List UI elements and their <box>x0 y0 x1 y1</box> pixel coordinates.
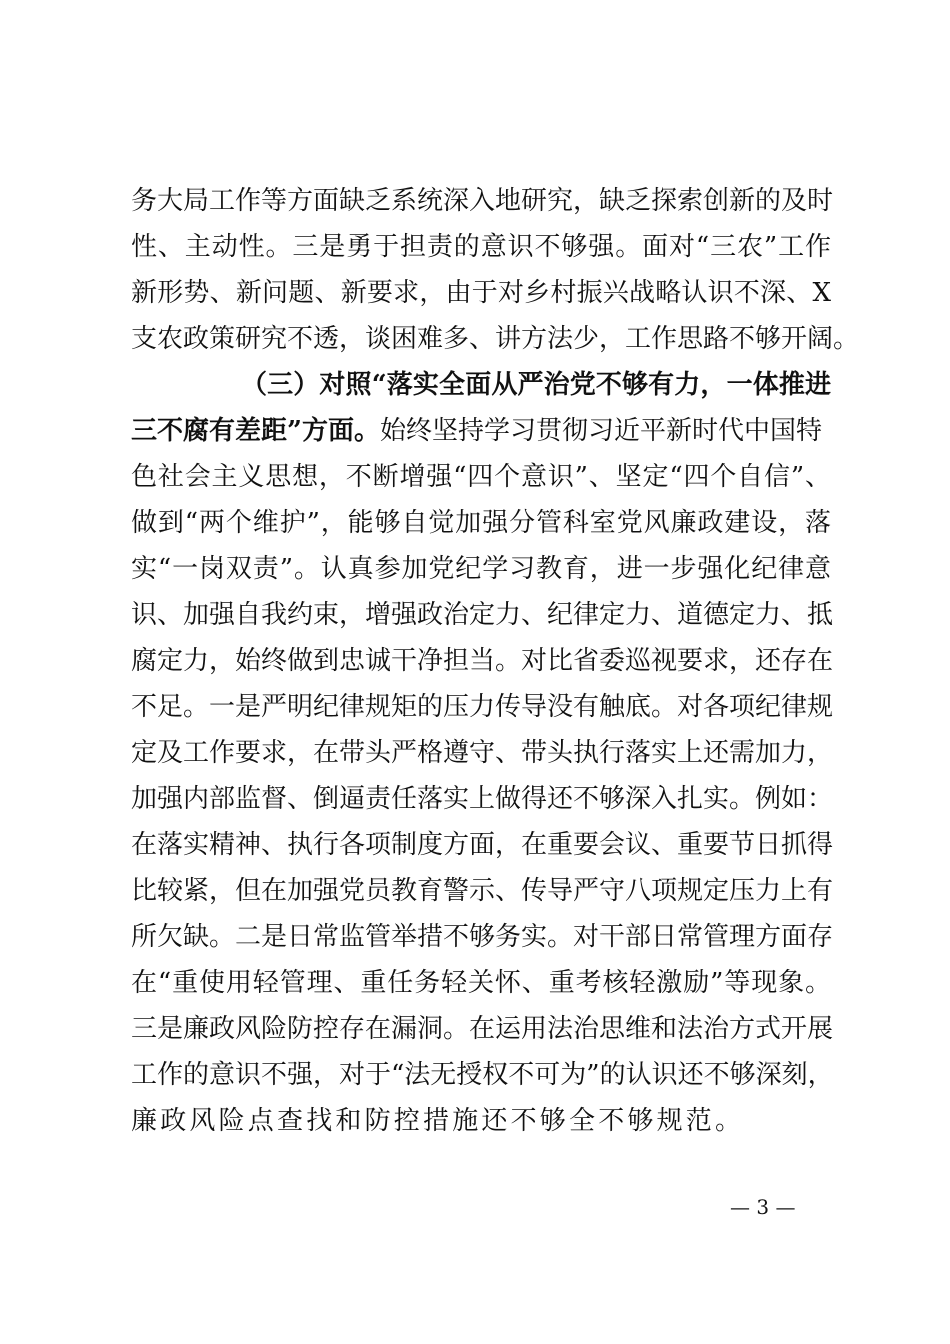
body-line: 在“重使用轻管理、重任务轻关怀、重考核轻激励”等现象。 <box>131 968 831 998</box>
body-line: 色社会主义思想，不断增强“四个意识”、坚定“四个自信”、 <box>131 462 831 492</box>
body-line: 务大局工作等方面缺乏系统深入地研究，缺乏探索创新的及时 <box>131 186 834 216</box>
body-line: 工作的意识不强，对于“法无授权不可为”的认识还不够深刻， <box>131 1060 834 1090</box>
body-line: 三是廉政风险防控存在漏洞。在运用法治思维和法治方式开展 <box>131 1014 834 1044</box>
body-line: 在落实精神、执行各项制度方面，在重要会议、重要节日抓得 <box>131 830 834 860</box>
body-line: 实“一岗双责”。认真参加党纪学习教育，进一步强化纪律意 <box>131 554 831 584</box>
section-heading-continuation <box>131 408 831 454</box>
body-line: 支农政策研究不透，谈困难多、讲方法少，工作思路不够开阔。 <box>131 324 860 354</box>
body-line: 定及工作要求，在带头严格遵守、带头执行落实上还需加力， <box>131 738 834 768</box>
page-number: — 3 — <box>730 1195 796 1219</box>
body-line: 比较紧，但在加强党员教育警示、传导严守八项规定压力上有 <box>131 876 834 906</box>
body-line: 做到“两个维护”，能够自觉加强分管科室党风廉政建设，落 <box>131 508 831 538</box>
body-line: 性、主动性。三是勇于担责的意识不够强。面对“三农”工作 <box>131 232 831 262</box>
body-line: 所欠缺。二是日常监管举措不够务实。对干部日常管理方面存 <box>131 922 834 952</box>
body-line: 不足。一是严明纪律规矩的压力传导没有触底。对各项纪律规 <box>131 692 834 722</box>
body-line: 识、加强自我约束，增强政治定力、纪律定力、道德定力、抵 <box>131 600 834 630</box>
section-heading: （三）对照“落实全面从严治党不够有力，一体推进 <box>241 370 831 400</box>
body-line: 加强内部监督、倒逼责任落实上做得还不够深入扎实。例如： <box>131 784 834 814</box>
body-line: 新形势、新问题、新要求，由于对乡村振兴战略认识不深、X <box>131 278 831 308</box>
body-text-inline: 始终坚持学习贯彻习近平新时代中国特 <box>379 416 822 446</box>
section-heading-tail: 三不腐有差距”方面。 <box>131 416 380 446</box>
body-line-last: 廉政风险点查找和防控措施还不够全不够规范。 <box>131 1106 745 1136</box>
body-line: 腐定力，始终做到忠诚干净担当。对比省委巡视要求，还存在 <box>131 646 834 676</box>
